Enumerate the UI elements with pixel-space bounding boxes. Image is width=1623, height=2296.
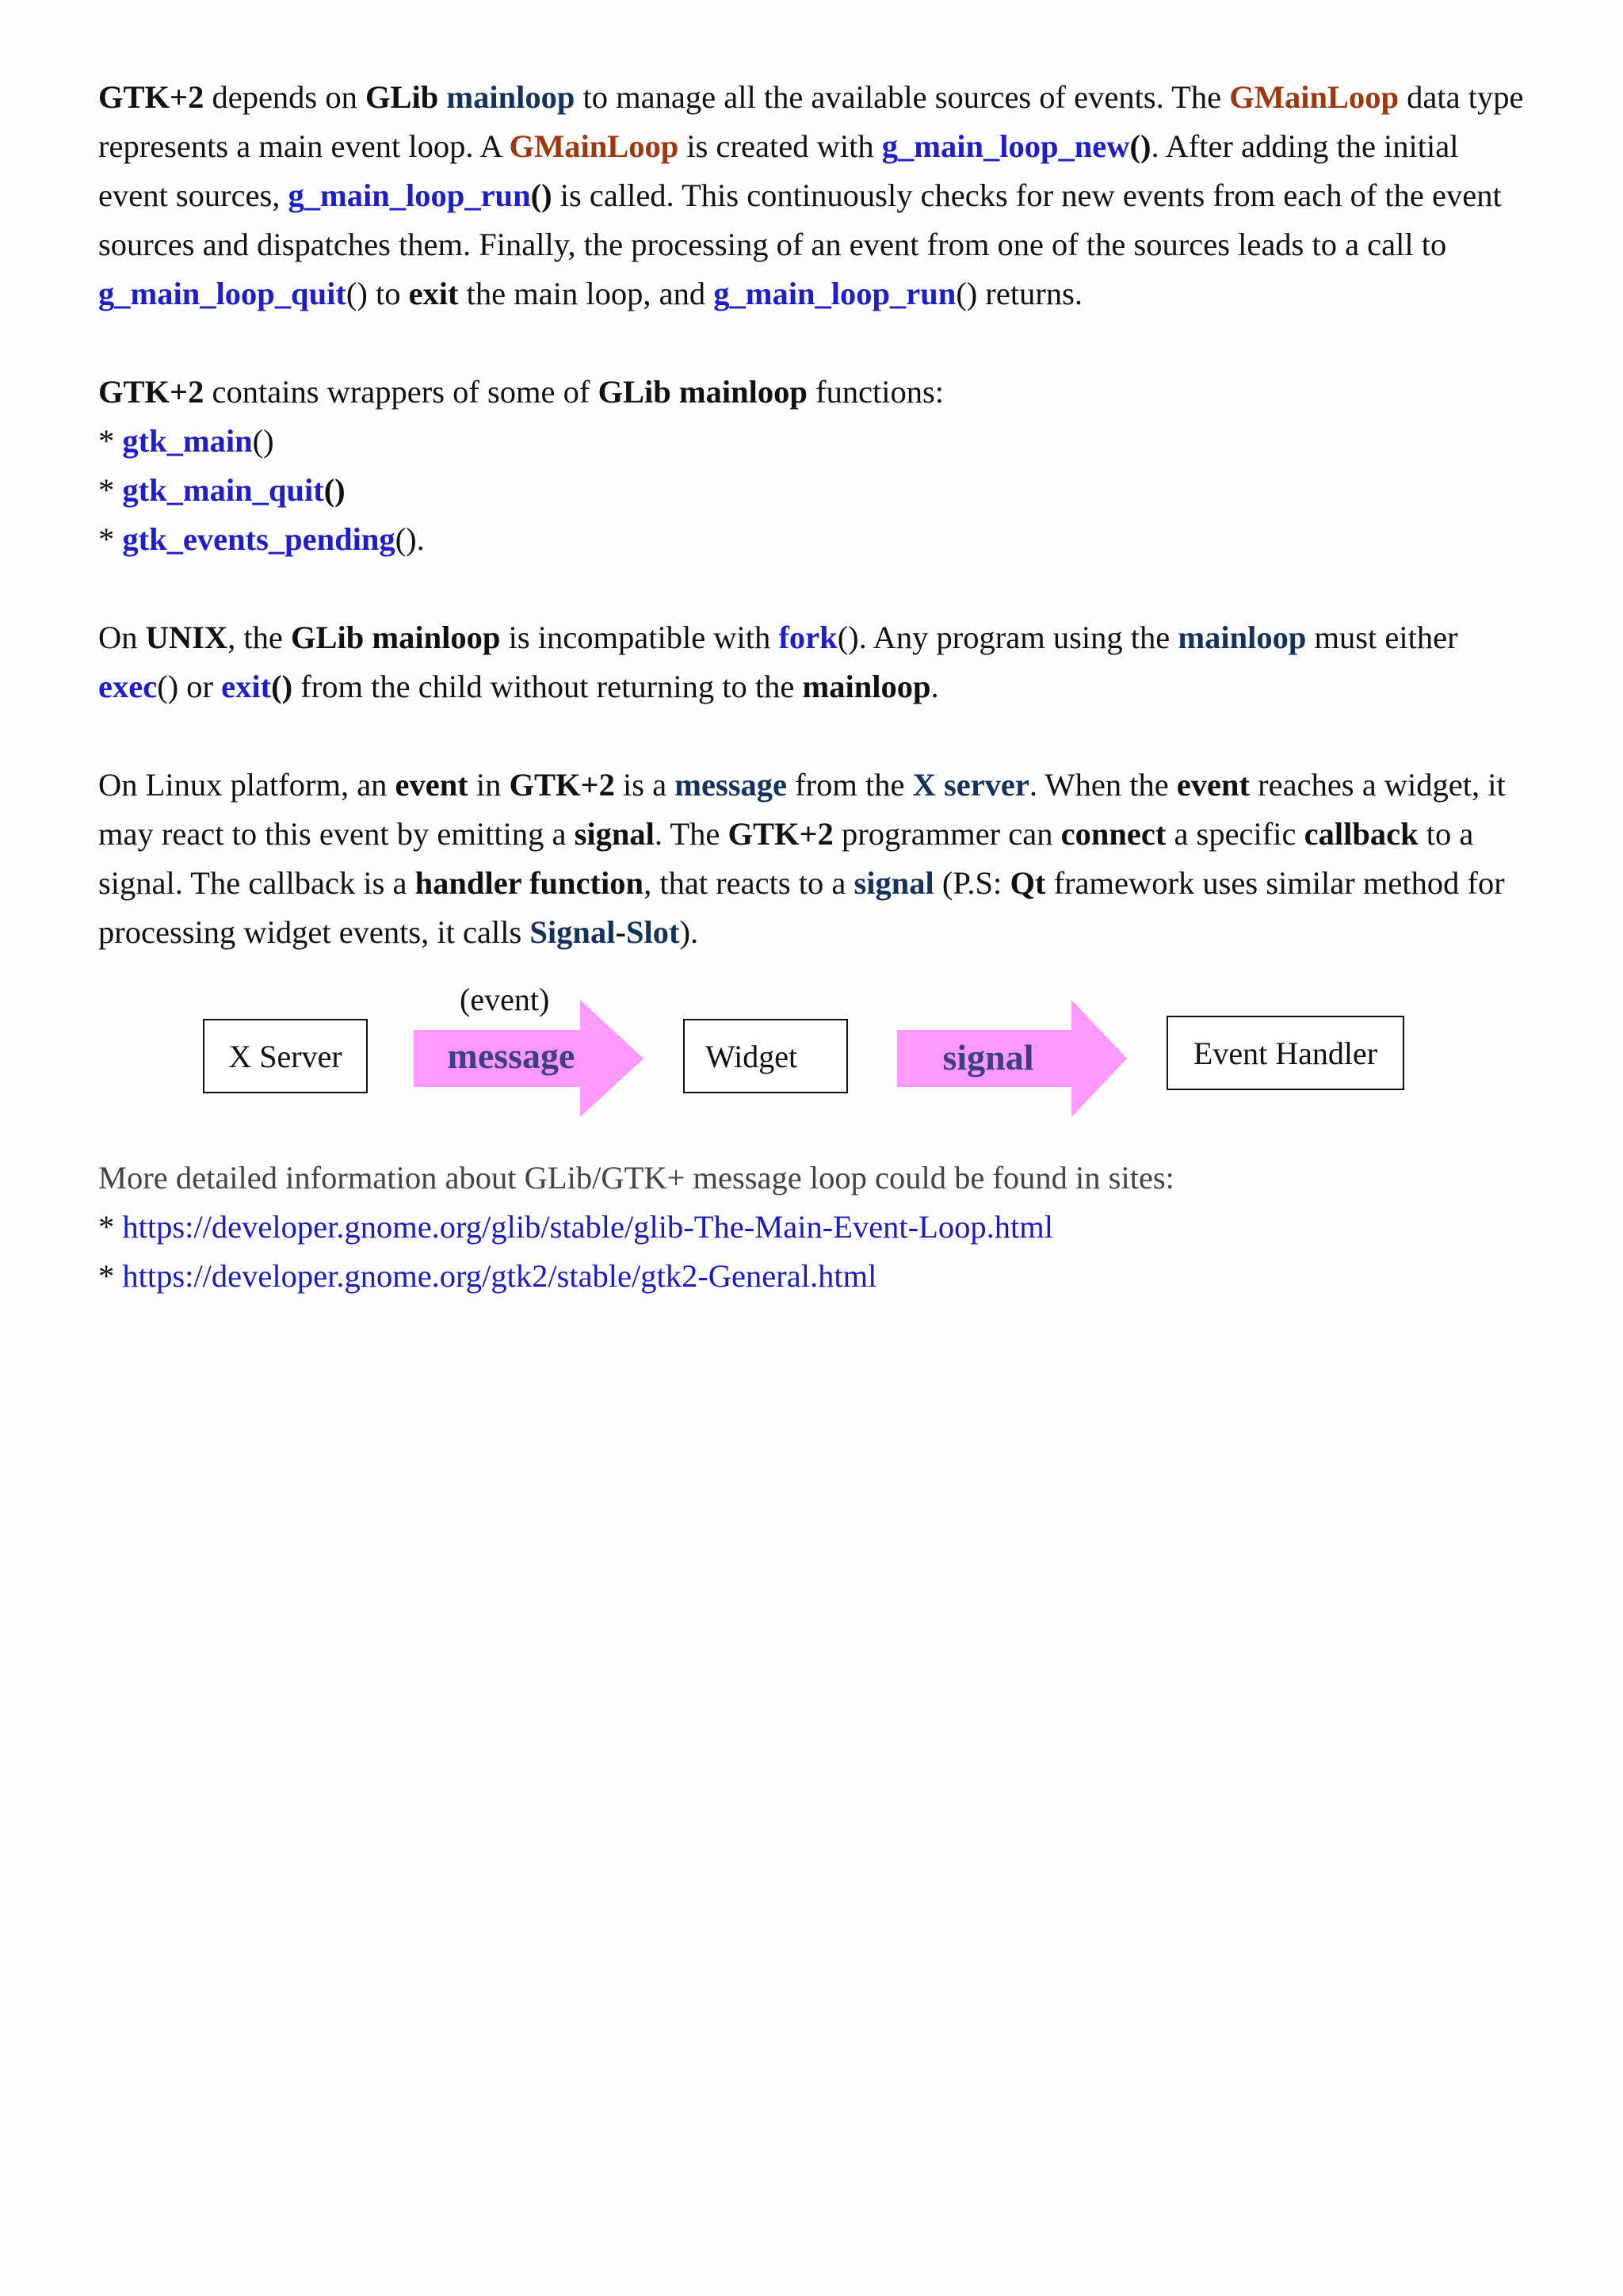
parens: () [956, 276, 978, 311]
func-g-main-loop-quit: g_main_loop_quit [98, 276, 346, 311]
text: to a signal. The callback is a [98, 816, 1474, 901]
link-item [98, 1203, 1525, 1252]
func-g-main-loop-run: g_main_loop_run [713, 276, 957, 311]
text: the main loop, and [458, 276, 714, 311]
text: must either [1306, 620, 1458, 655]
text: . [416, 521, 425, 557]
text: . [930, 669, 939, 704]
link-gtk2-general[interactable]: https://developer.gnome.org/gtk2/stable/gtk2-General.html [122, 1258, 877, 1294]
document-body [98, 73, 1525, 957]
paragraph-mainloop [98, 73, 1525, 318]
term-signal: signal [574, 816, 655, 852]
term-glib-mainloop: GLib mainloop [291, 620, 501, 655]
term-handler-function: handler function [414, 865, 644, 901]
func-gtk-main: gtk_main [122, 423, 253, 459]
paragraph-unix-fork [98, 613, 1525, 711]
text: , the [227, 620, 291, 655]
bullet: * [98, 472, 123, 508]
term-message: message [674, 767, 787, 803]
text [438, 79, 446, 115]
text: contains wrappers of some of [204, 374, 598, 410]
text: data type represents a main event loop. A [98, 79, 1524, 164]
link-item [98, 1252, 1525, 1301]
link-glib-main-event-loop[interactable]: https://developer.gnome.org/glib/stable/glib-The-Main-Event-Loop.html [122, 1209, 1054, 1245]
parens: () [1129, 128, 1151, 164]
text: is incompatible with [500, 620, 779, 655]
text: (). Any program using the [837, 620, 1178, 655]
term-mainloop: mainloop [802, 669, 931, 704]
func-exec: exec [98, 669, 158, 704]
term-unix: UNIX [145, 620, 228, 655]
text: is a [614, 767, 675, 803]
paragraph-wrappers [98, 368, 1525, 564]
term-event: event [1176, 767, 1251, 803]
paragraph-events-signals [98, 761, 1525, 957]
term-mainloop: mainloop [1178, 620, 1307, 655]
parens: () [323, 472, 346, 508]
text: () or [157, 669, 222, 704]
text: functions: [807, 374, 945, 410]
text: ). [679, 914, 699, 950]
bullet: * [98, 1258, 123, 1294]
term-mainloop: mainloop [446, 79, 575, 115]
text: reaches a widget, it may react to this event by emitting a [98, 767, 1506, 852]
text: to manage all the available sources of events. The [575, 79, 1230, 115]
x-server-box: X Server [203, 1019, 368, 1093]
event-handler-box: Event Handler [1167, 1016, 1404, 1090]
term-glib: GLib [365, 79, 439, 115]
parens: () [395, 521, 417, 557]
more-info-section [98, 1154, 1525, 1301]
event-flow-diagram [0, 982, 1623, 1125]
func-g-main-loop-new: g_main_loop_new [881, 128, 1130, 164]
term-gtk2: GTK+2 [98, 374, 204, 410]
text: returns. [977, 276, 1083, 311]
text: to [367, 276, 409, 311]
term-callback: callback [1304, 816, 1419, 852]
term-qt: Qt [1010, 865, 1046, 901]
bullet: * [98, 1209, 123, 1245]
text: . The [654, 816, 728, 852]
text: programmer can [833, 816, 1061, 852]
parens: () [530, 177, 552, 213]
more-info-intro: More detailed information about GLib/GTK+ message loop could be found in sites: [98, 1160, 1174, 1196]
wrapper-function-list [98, 417, 1525, 564]
bullet: * [98, 423, 123, 459]
term-gtk2: GTK+2 [98, 79, 204, 115]
func-fork: fork [778, 620, 838, 655]
parens: () [271, 669, 293, 704]
parens: () [252, 423, 274, 459]
func-gtk-events-pending: gtk_events_pending [122, 521, 395, 557]
text: in [468, 767, 510, 803]
func-gtk-main-quit: gtk_main_quit [122, 472, 324, 508]
term-event: event [395, 767, 468, 803]
text: is created with [678, 128, 882, 164]
widget-box: Widget [683, 1019, 848, 1093]
func-g-main-loop-run: g_main_loop_run [288, 177, 531, 213]
bullet: * [98, 521, 123, 557]
term-signal-slot-signal: Signal [529, 914, 616, 950]
term-glib-mainloop: GLib mainloop [598, 374, 808, 410]
parens: () [346, 276, 368, 311]
term-gtk2: GTK+2 [727, 816, 834, 852]
list-item [98, 515, 1525, 564]
text: (P.S: [934, 865, 1010, 901]
event-label: (event) [460, 982, 550, 1017]
message-arrow-label: message [447, 1035, 575, 1076]
text: depends on [204, 79, 365, 115]
term-gtk2: GTK+2 [509, 767, 615, 803]
list-item [98, 466, 1525, 515]
text: On [98, 620, 146, 655]
func-exit: exit [221, 669, 272, 704]
text: a specific [1166, 816, 1304, 852]
term-exit: exit [408, 276, 459, 311]
text: . When the [1029, 767, 1177, 803]
text: is called. This continuously checks for new events from each of the event sources and dispatches them. Finally, the processing of an event from one of the sources leads to a call to [98, 177, 1502, 262]
text: from the child without returning to the [292, 669, 803, 704]
list-item [98, 417, 1525, 466]
text: framework uses similar method for processing widget events, it calls [98, 865, 1505, 950]
text: . After adding the initial event sources, [98, 128, 1459, 213]
type-gmainloop: GMainLoop [509, 128, 679, 164]
term-x-server: X server [912, 767, 1029, 803]
text: , that reacts to a [643, 865, 854, 901]
wrappers-intro [98, 368, 1525, 417]
signal-arrow-label: signal [942, 1037, 1034, 1077]
term-signal: signal [854, 865, 934, 901]
term-connect: connect [1060, 816, 1167, 852]
text: - [615, 914, 626, 950]
text: On Linux platform, an [98, 767, 395, 803]
text: from the [786, 767, 913, 803]
term-signal-slot-slot: Slot [625, 914, 680, 950]
type-gmainloop: GMainLoop [1229, 79, 1400, 115]
